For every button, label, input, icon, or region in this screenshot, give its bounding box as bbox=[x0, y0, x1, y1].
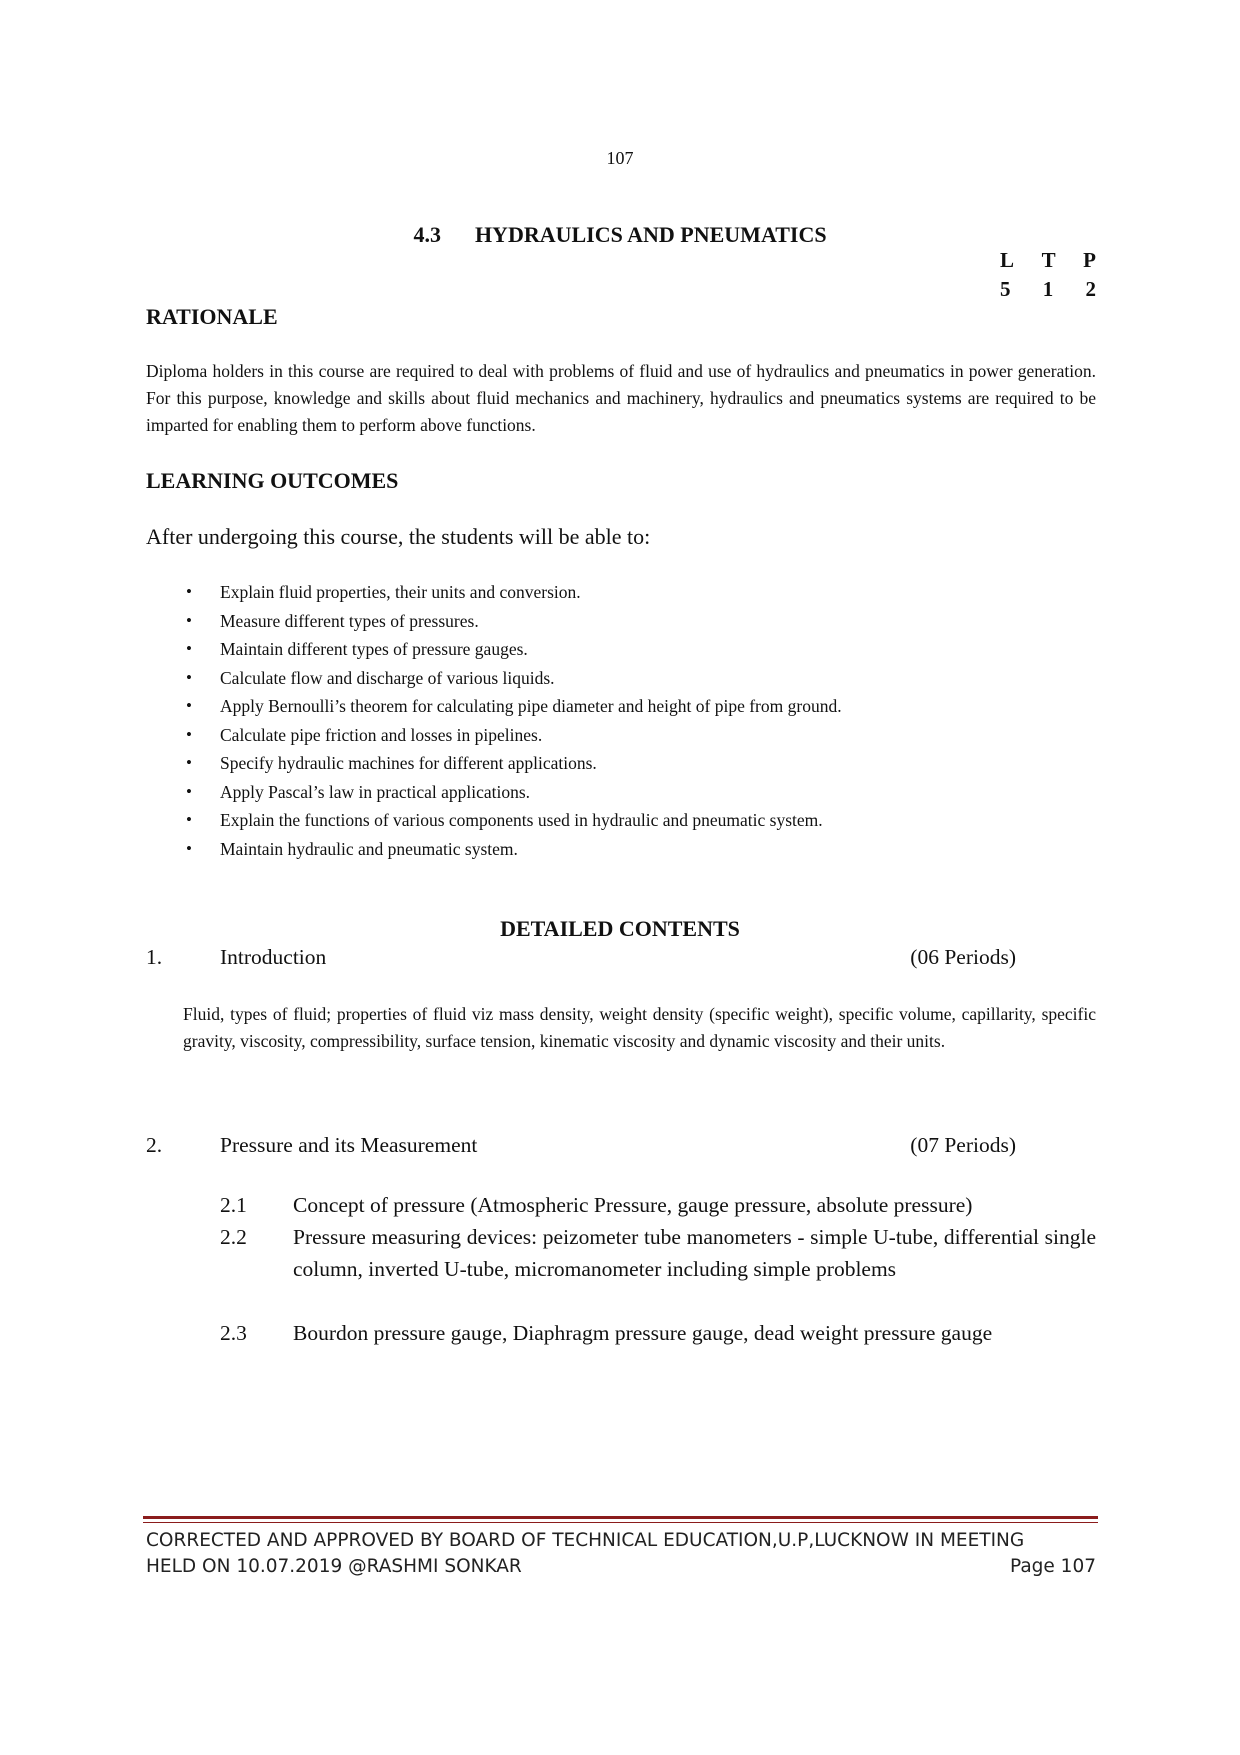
page-number: 107 bbox=[606, 148, 634, 168]
list-item: • Explain fluid properties, their units and conversion. bbox=[186, 578, 842, 607]
ltp-header-l: L bbox=[1000, 248, 1015, 272]
footer-line-1: CORRECTED AND APPROVED BY BOARD OF TECHNICAL EDUCATION,U.P,LUCKNOW IN MEETING bbox=[146, 1530, 1025, 1551]
list-item: • Calculate flow and discharge of various liquids. bbox=[186, 664, 842, 693]
subtopic-text: Pressure measuring devices: peizometer tube manometers - simple U-tube, differential single column, inverted U-tube, micromanometer including simple problems bbox=[293, 1225, 1096, 1281]
list-item: • Explain the functions of various components used in hydraulic and pneumatic system. bbox=[186, 806, 842, 835]
footer-rule-thick bbox=[143, 1516, 1098, 1519]
learning-outcomes-intro: After undergoing this course, the students will be able to: bbox=[146, 524, 651, 549]
footer-rule-thin bbox=[143, 1522, 1098, 1523]
list-item: • Apply Bernoulli’s theorem for calculating pipe diameter and height of pipe from ground. bbox=[186, 692, 842, 721]
unit-periods: (07 Periods) bbox=[910, 1133, 1016, 1157]
unit-2-header bbox=[146, 1133, 1016, 1163]
subtopic-2-3 bbox=[220, 1317, 1096, 1349]
list-item: • Maintain different types of pressure gauges. bbox=[186, 635, 842, 664]
list-item: • Apply Pascal’s law in practical applications. bbox=[186, 778, 842, 807]
unit-title: Introduction bbox=[220, 945, 327, 969]
list-item: • Maintain hydraulic and pneumatic system. bbox=[186, 835, 842, 864]
ltp-value-p: 2 bbox=[1085, 277, 1096, 301]
unit-1-header bbox=[146, 945, 1016, 975]
subtopic-2-2 bbox=[220, 1221, 1096, 1285]
footer-approval-text: HELD ON 10.07.2019 @RASHMI SONKAR bbox=[146, 1556, 522, 1577]
unit-title: Pressure and its Measurement bbox=[220, 1133, 478, 1157]
unit-1-description: Fluid, types of fluid; properties of fluid viz mass density, weight density (specific weight), specific volume, capillarity, specific gravity, viscosity, compressibility, surface tension, kinematic viscosity and dynamic viscosity and their units. bbox=[183, 1004, 1096, 1051]
learning-outcomes-list bbox=[186, 578, 842, 863]
ltp-value-l: 5 bbox=[1000, 277, 1011, 301]
subtopic-number: 2.1 bbox=[220, 1193, 247, 1217]
course-name: HYDRAULICS AND PNEUMATICS bbox=[474, 222, 827, 247]
subtopic-text: Bourdon pressure gauge, Diaphragm pressure gauge, dead weight pressure gauge bbox=[293, 1321, 993, 1345]
ltp-table bbox=[1000, 248, 1096, 306]
ltp-value-t: 1 bbox=[1042, 277, 1054, 301]
footer-line-2 bbox=[146, 1556, 1096, 1577]
unit-number: 1. bbox=[146, 945, 163, 969]
subtopic-text: Concept of pressure (Atmospheric Pressure, gauge pressure, absolute pressure) bbox=[293, 1193, 973, 1217]
unit-periods: (06 Periods) bbox=[910, 945, 1016, 969]
rationale-text: Diploma holders in this course are required to deal with problems of fluid and use of hydraulics and pneumatics in power generation. For this purpose, knowledge and skills about fluid mechanics and machinery, hydraulics and pneumatics systems are required to be imparted for enabling them to perform above functions. bbox=[146, 361, 1096, 435]
ltp-header-row bbox=[1000, 248, 1096, 277]
rationale-heading: RATIONALE bbox=[146, 304, 278, 329]
list-item: • Measure different types of pressures. bbox=[186, 607, 842, 636]
subtopic-number: 2.2 bbox=[220, 1225, 247, 1249]
subtopic-number: 2.3 bbox=[220, 1321, 247, 1345]
subtopic-2-1 bbox=[220, 1189, 1096, 1221]
footer-page-label: Page 107 bbox=[1010, 1556, 1096, 1577]
unit-number: 2. bbox=[146, 1133, 163, 1157]
ltp-header-p: P bbox=[1083, 248, 1096, 272]
ltp-value-row bbox=[1000, 277, 1096, 306]
list-item: • Specify hydraulic machines for different applications. bbox=[186, 749, 842, 778]
course-number: 4.3 bbox=[413, 222, 441, 247]
detailed-contents-heading: DETAILED CONTENTS bbox=[500, 916, 740, 941]
list-item: • Calculate pipe friction and losses in pipelines. bbox=[186, 721, 842, 750]
course-title bbox=[0, 222, 1240, 248]
ltp-header-t: T bbox=[1041, 248, 1056, 272]
learning-outcomes-heading: LEARNING OUTCOMES bbox=[146, 468, 399, 493]
